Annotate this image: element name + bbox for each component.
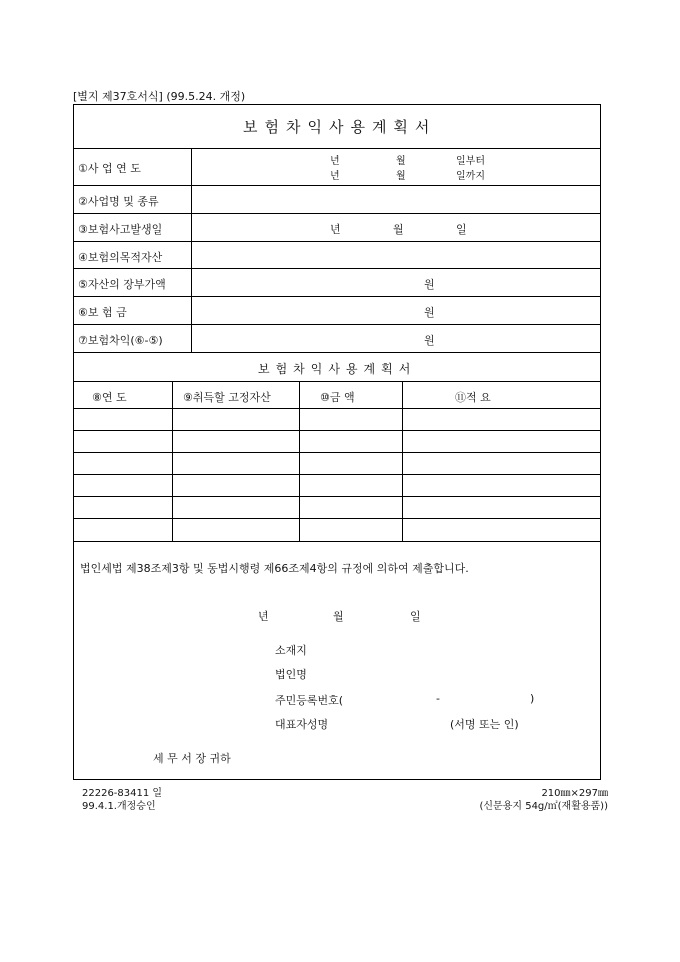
rep-name-label: 대표자성명 [275,718,329,731]
incident-month[interactable]: 월 [393,223,404,236]
divider [73,518,601,519]
plan-header-amount: ⑩금 액 [320,391,355,404]
divider [73,452,601,453]
divider [73,268,601,269]
incident-year[interactable]: 년 [330,223,341,236]
divider [172,381,173,541]
divider [73,381,601,382]
label-business-type: ②사업명 및 종류 [78,195,159,208]
divider [73,185,601,186]
declaration-text: 법인세법 제38조제3항 및 동법시행령 제66조제4항의 규정에 의하여 제출합니다. [80,562,469,575]
incident-day[interactable]: 일 [456,223,467,236]
divider [73,296,601,297]
unit-won: 원 [424,278,435,291]
unit-won: 원 [424,334,435,347]
divider [73,213,601,214]
footer-approval: 99.4.1.개정승인 [82,801,156,812]
plan-header-asset: ⑨취득할 고정자산 [183,391,271,404]
location-label: 소재지 [275,644,307,657]
from-year[interactable]: 년 [330,156,340,167]
form-title: 보험차익사용계획서 [243,118,437,136]
corp-name-label: 법인명 [275,668,307,681]
to-year[interactable]: 년 [330,171,340,182]
to-month[interactable]: 월 [396,171,406,182]
label-business-year: ①사 업 연 도 [78,162,141,175]
label-insured-asset: ④보험의목적자산 [78,251,163,264]
divider [73,148,601,149]
date-year[interactable]: 년 [258,610,269,623]
to-day[interactable]: 일까지 [456,171,485,182]
label-incident-date: ③보험사고발생일 [78,223,163,236]
divider [73,408,601,409]
plan-header-remarks: ⑪적 요 [455,391,491,404]
divider [73,324,601,325]
from-day[interactable]: 일부터 [456,156,485,167]
footer-code: 22226-83411 일 [82,788,163,799]
form-id: [별지 제37호서식] (99.5.24. 개정) [73,90,246,103]
label-book-value: ⑤자산의 장부가액 [78,278,166,291]
divider [402,381,403,541]
divider [73,430,601,431]
divider [73,474,601,475]
footer-paper: (신문용지 54g/㎡(재활용품)) [479,801,608,812]
signature-label: (서명 또는 인) [450,718,519,731]
footer-size: 210㎜×297㎜ [541,788,608,799]
unit-won: 원 [424,306,435,319]
reg-no-label: 주민등록번호( [275,694,344,707]
divider [299,381,300,541]
plan-header-year: ⑧연 도 [92,391,127,404]
date-month[interactable]: 월 [333,610,344,623]
reg-no-dash: - [436,692,440,705]
label-insurance-gain: ⑦보험차익(⑥-⑤) [78,334,163,347]
divider [73,352,601,353]
divider [73,496,601,497]
divider [73,541,601,542]
label-insurance-money: ⑥보 험 금 [78,306,127,319]
divider [191,148,192,352]
reg-no-close: ) [530,692,535,705]
plan-subtitle: 보험차익사용계획서 [258,362,417,376]
addressee: 세 무 서 장 귀하 [153,752,231,765]
divider [73,241,601,242]
from-month[interactable]: 월 [396,156,406,167]
date-day[interactable]: 일 [410,610,421,623]
